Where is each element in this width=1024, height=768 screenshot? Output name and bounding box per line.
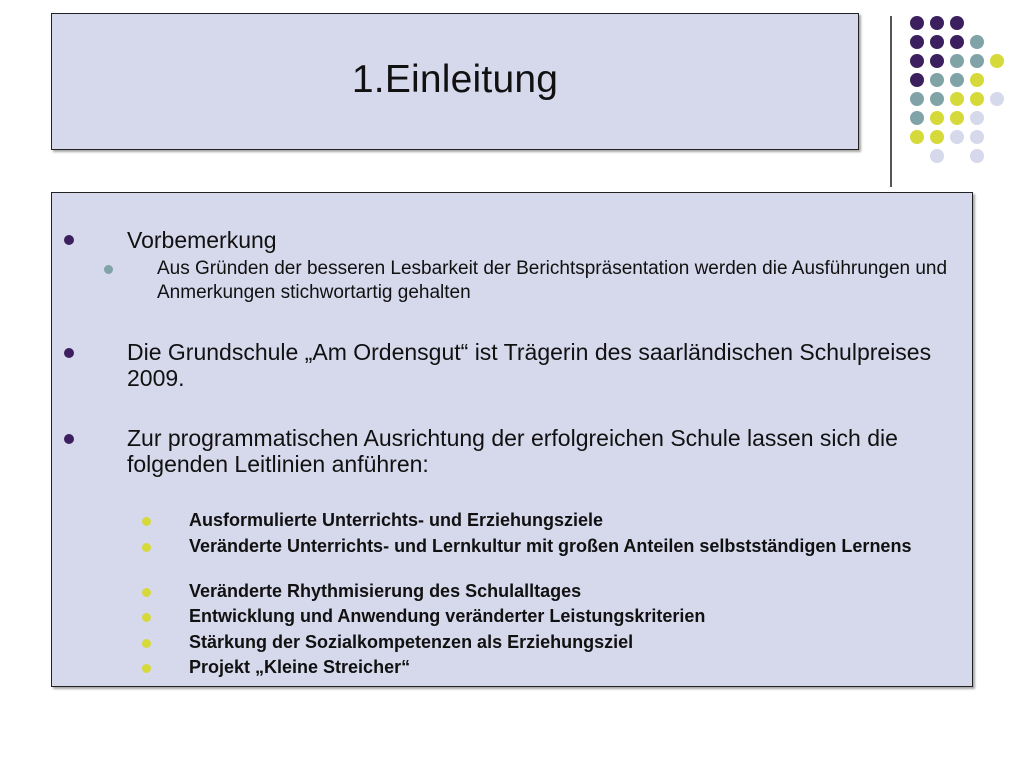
decorative-dot [950, 111, 964, 125]
decorative-dot [970, 130, 984, 144]
guideline-bullet [142, 613, 151, 622]
guideline-item: Veränderte Rhythmisierung des Schulalltages [189, 581, 582, 601]
title-box [51, 13, 859, 150]
decorative-dot [930, 16, 944, 30]
bullet-leitlinien: Zur programmatischen Ausrichtung der erfolgreichen Schule lassen sich die folgenden Leitlinien anführen: [127, 425, 898, 477]
sub-bullet [104, 265, 113, 274]
decorative-dot [930, 35, 944, 49]
decorative-dot-grid [904, 14, 1014, 174]
decorative-dot [930, 130, 944, 144]
decorative-dot [990, 92, 1004, 106]
bullet [64, 434, 74, 444]
decorative-dot [950, 54, 964, 68]
decorative-dot [970, 35, 984, 49]
content-box [51, 192, 973, 687]
decorative-dot [950, 92, 964, 106]
divider-line [890, 16, 892, 187]
guideline-item: Entwicklung und Anwendung veränderter Leistungskriterien [189, 606, 706, 626]
guideline-bullet [142, 517, 151, 526]
decorative-dot [970, 73, 984, 87]
guideline-bullet [142, 588, 151, 597]
decorative-dot [930, 92, 944, 106]
decorative-dot [950, 73, 964, 87]
guideline-item: Veränderte Unterrichts- und Lernkultur mit großen Anteilen selbstständigen Lernens [189, 536, 912, 556]
guideline-item: Projekt „Kleine Streicher“ [189, 657, 411, 677]
sub-bullet-text: Aus Gründen der besseren Lesbarkeit der Berichtspräsentation werden die Ausführungen und Anmerkungen stichwortartig gehalten [157, 258, 948, 303]
guideline-bullet [142, 543, 151, 552]
decorative-dot [910, 130, 924, 144]
decorative-dot [930, 73, 944, 87]
decorative-dot [910, 111, 924, 125]
decorative-dot [930, 149, 944, 163]
decorative-dot [970, 149, 984, 163]
guideline-bullet [142, 664, 151, 673]
decorative-dot [910, 54, 924, 68]
guideline-bullet [142, 639, 151, 648]
bullet-schulpreis: Die Grundschule „Am Ordensgut“ ist Trägerin des saarländischen Schulpreises 2009. [127, 339, 932, 391]
decorative-dot [910, 73, 924, 87]
decorative-dot [910, 35, 924, 49]
decorative-dot [910, 92, 924, 106]
bullet [64, 348, 74, 358]
decorative-dot [930, 54, 944, 68]
decorative-dot [970, 54, 984, 68]
decorative-dot [950, 16, 964, 30]
decorative-dot [950, 35, 964, 49]
guideline-item: Stärkung der Sozialkompetenzen als Erziehungsziel [189, 632, 634, 652]
slide-title: 1.Einleitung [351, 58, 559, 101]
bullet [64, 235, 74, 245]
bullet-vorbemerkung: Vorbemerkung [127, 227, 277, 253]
guideline-item: Ausformulierte Unterrichts- und Erziehungsziele [189, 510, 604, 530]
decorative-dot [990, 54, 1004, 68]
decorative-dot [970, 92, 984, 106]
decorative-dot [950, 130, 964, 144]
decorative-dot [970, 111, 984, 125]
decorative-dot [930, 111, 944, 125]
decorative-dot [910, 16, 924, 30]
